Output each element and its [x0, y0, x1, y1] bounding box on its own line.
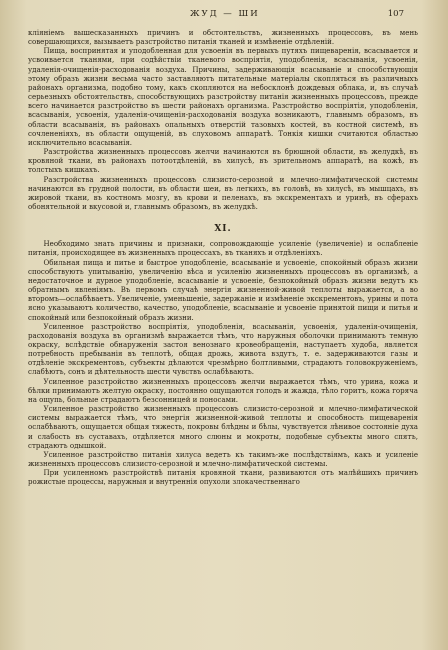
paragraph: Усиленное разстройство питанія хилуса ведетъ къ такимъ-же послѣдствіямъ, какъ и усиленіе жизненныхъ процессовъ слизисто-серозной и млечно-лимфатической системы.	[28, 449, 418, 469]
body-text	[28, 28, 418, 487]
paragraph: Усиленное разстройство жизненныхъ процессовъ желчи выражается тѣмъ, что урина, кожа и бѣлки принимаютъ желтую окраску, постоянно ощущаются голодъ и жажда, тѣло горитъ, кожа горяча на ощупь, больные страдаютъ безсонницей и поносами.	[28, 376, 418, 404]
page-number: 107	[387, 9, 404, 19]
section-heading: XI.	[214, 224, 232, 235]
paragraph: Обильная пища и питье и быстрое уподобленіе, всасываніе и усвоеніе, спокойный образъ жизни способствуютъ упитыванію, увеличенію вѣса и усиленію жизненныхъ процессовъ въ организмѣ, а недостаточное и дурное уподобленіе, всасываніе и усвоеніе, безпокойный образъ жизни ведутъ къ обратнымъ явленіямъ. Въ первомъ случаѣ энергія жизненной-живой теплоты выражается, а во второмъ—ослабѣваетъ. Увеличеніе, уменьшеніе, задержаніе и измѣненіе экскрементовъ, урины и пота ясно указываютъ количество, качество, уподобленіе, всасываніе и усвоеніе принятой пищи и питья и спокойный или безпокойный образъ жизни.	[28, 257, 418, 322]
paragraph: Необходимо знать причины и признаки, сопровождающіе усиленіе (увеличеніе) и ослабленіе питанія, происходящее въ жизненныхъ процессахъ, въ тканяхъ и отдѣленіяхъ.	[28, 239, 418, 258]
paragraph: Усиленное разстройство жизненныхъ процессовъ слизисто-серозной и млечно-лимфатической системы выражается тѣмъ, что энергія жизненной-живой теплоты и способность пищеваренія ослабѣваютъ, ощущается общая тяжесть, покровы блѣдны и бѣлы, чувствуется лѣнивое состояніе духа и слабость въ суставахъ, отдѣляется много слюны и мокроты, подобные субъекты много спятъ, страдаютъ одышкой.	[28, 404, 418, 450]
paragraph: Разстройства жизненныхъ процессовъ слизисто-серозной и млечно-лимфатической системы начинаются въ грудной полости, въ области шеи, въ легкихъ, въ головѣ, въ хилусѣ, въ мышцахъ, въ жировой ткани, въ костномъ мозгу, въ крови и пеленахъ, въ экскрементахъ и уринѣ, въ сферахъ обонятельной и вкусовой и, главнымъ образомъ, въ желудкѣ.	[28, 174, 418, 211]
paragraph: Разстройства жизненныхъ процессовъ желчи начинаются въ брюшной области, въ желудкѣ, въ кровяной ткани, въ районахъ потоотдѣленій, въ хилусѣ, въ зрительномъ аппаратѣ, на кожѣ, въ толстыхъ кишкахъ.	[28, 147, 418, 175]
paragraph: Пища, воспринятая и уподобленная для усвоенія въ первыхъ путяхъ пищеваренія, всасывается и усвоивается тканями, при содѣйствіи тканевого воспріятія, уподобленія, всасыванія, усвоенія, удаленія-очищенія-расходованія воздуха. Причины, задерживающія всасываніе и способствующія этому образъ жизни весьма часто заставляютъ питательные матеріалы скопляться въ различныхъ районахъ организма, подобно тому, какъ скопляются на небосклонѣ дождевыя облака, и, въ случаѣ серьезныхъ обстоятельствъ, способствующихъ разстройству питанія жизненныхъ процессовъ, прежде всего начинается разстройство въ шести районахъ организма. Разстройство воспріятія, уподобленія, всасыванія, усвоенія, удаленія-очищенія-расходованія воздуха возникаютъ, главнымъ образомъ, въ области всасыванія, въ районахъ опальныхъ отверстій тазовыхъ костей, въ костной системѣ, въ сочлененіяхъ, въ области ощущеній, въ слуховомъ аппаратѣ. Тонкія кишки считаются областью исключительно всасыванія.	[28, 46, 418, 147]
paragraph: При усиленномъ разстройствѣ питанія кровяной ткани, развиваются отъ малѣйшихъ причинъ рожистые процессы, наружныя и внутреннія опухоли злокачественнаго	[28, 468, 418, 487]
running-header	[0, 9, 448, 23]
running-title: ЖУД — ШИ	[190, 9, 260, 19]
paragraph: кліяніемъ вышесказанныхъ причинъ и обстоятельствъ, жизненныхъ процессовъ, въ мень совершающихся, вызываетъ разстройство питанія тканей и измѣненіе отдѣленій.	[28, 28, 418, 47]
paragraph: Усиленное разстройство воспріятія, уподобленія, всасыванія, усвоенія, удаленія-очищенія, расходованія воздуха въ организмѣ выражается тѣмъ, что наружныя оболочки принимаютъ темную окраску, вслѣдствіе обнаруженія застоя венознаго кровеобращенія, наступаетъ худоба, является потребность пребыванія въ теплотѣ, общая дрожь, живота вздутъ, т. е. задерживаются газы и отдѣленіе экскрементовъ, субъекты дѣлаются чрезмѣрно болтливыми, страдаютъ головокруженіемъ, слабѣютъ, сонъ и дѣятельность шести чувствъ ослабѣваютъ.	[28, 321, 418, 377]
